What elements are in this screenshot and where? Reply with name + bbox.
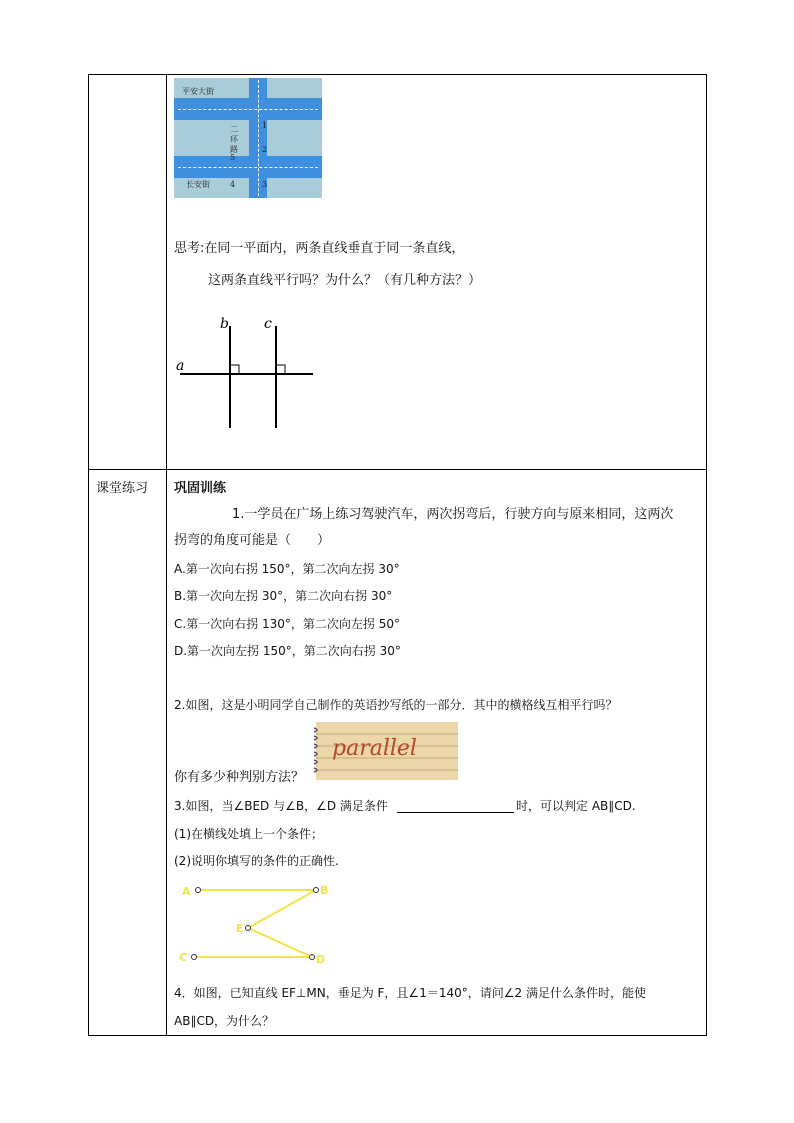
label-b: b bbox=[220, 316, 229, 332]
label-a: a bbox=[176, 358, 185, 374]
point-A: A bbox=[182, 885, 191, 898]
point-E: E bbox=[236, 922, 244, 935]
section-label: 课堂练习 bbox=[96, 481, 149, 496]
table-row-divider bbox=[88, 469, 707, 470]
q3-suffix: 时，可以判定 AB∥CD. bbox=[516, 799, 636, 813]
map-street-bottom: 长安街 bbox=[186, 180, 210, 189]
q4-line-1: 4．如图，已知直线 EF⊥MN，垂足为 F，且∠1＝140°，请问∠2 满足什么条件时，能使 bbox=[174, 986, 646, 1000]
point-C: C bbox=[179, 951, 188, 964]
map-road-label: 路 bbox=[230, 145, 238, 154]
table-border-right bbox=[706, 74, 707, 1036]
map-number: 5 bbox=[230, 153, 236, 162]
table-border-left bbox=[88, 74, 89, 1036]
map-number: 3 bbox=[262, 180, 268, 189]
q1-line-2: 拐弯的角度可能是（ ） bbox=[174, 533, 331, 548]
q1-option-a: A.第一次向右拐 150°，第二次向左拐 30° bbox=[174, 562, 400, 576]
point-D: D bbox=[316, 953, 326, 966]
q2-line-2: 你有多少种判别方法？ bbox=[174, 770, 305, 785]
think-line-2: 这两条直线平行吗？为什么？（有几种方法？） bbox=[208, 273, 482, 288]
road-dash bbox=[258, 80, 259, 196]
parallel-notebook-image bbox=[312, 722, 458, 780]
road-dash bbox=[178, 167, 318, 168]
map-road-label: 二 bbox=[230, 125, 238, 134]
map-number: 4 bbox=[230, 180, 236, 189]
label-c: c bbox=[264, 316, 272, 332]
q1-line-1: 1.一学员在广场上练习驾驶汽车，两次拐弯后，行驶方向与原来相同，这两次 bbox=[232, 507, 674, 522]
street-map-image bbox=[174, 78, 322, 198]
q1-option-b: B.第一次向左拐 30°，第二次向右拐 30° bbox=[174, 589, 393, 603]
map-number: 1 bbox=[262, 121, 268, 130]
q3-blank-line[interactable] bbox=[397, 812, 514, 813]
zigzag-figure bbox=[176, 880, 336, 966]
road-dash bbox=[178, 109, 318, 110]
map-number: 2 bbox=[262, 145, 268, 154]
q3-sub-1: (1)在横线处填上一个条件； bbox=[174, 827, 323, 841]
perpendicular-lines-figure bbox=[170, 312, 320, 434]
q4-line-2: AB∥CD，为什么？ bbox=[174, 1014, 275, 1028]
point-B: B bbox=[320, 884, 329, 897]
q1-option-c: C.第一次向右拐 130°，第二次向左拐 50° bbox=[174, 617, 400, 631]
table-border-top bbox=[88, 74, 707, 75]
practice-heading: 巩固训练 bbox=[174, 481, 227, 496]
q3-prefix: 3.如图，当∠BED 与∠B，∠D 满足条件 bbox=[174, 799, 388, 813]
q3-sub-2: (2)说明你填写的条件的正确性. bbox=[174, 854, 339, 868]
map-road-label: 环 bbox=[230, 135, 238, 144]
think-line-1: 思考:在同一平面内，两条直线垂直于同一条直线， bbox=[174, 241, 465, 256]
q2-line-1: 2.如图，这是小明同学自己制作的英语抄写纸的一部分．其中的横格线互相平行吗？ bbox=[174, 698, 618, 712]
map-street-top: 平安大街 bbox=[182, 87, 214, 96]
parallel-word: parallel bbox=[332, 736, 417, 761]
table-border-bottom bbox=[88, 1035, 707, 1036]
table-col-divider bbox=[166, 74, 167, 1036]
q1-option-d: D.第一次向左拐 150°，第二次向右拐 30° bbox=[174, 644, 401, 658]
